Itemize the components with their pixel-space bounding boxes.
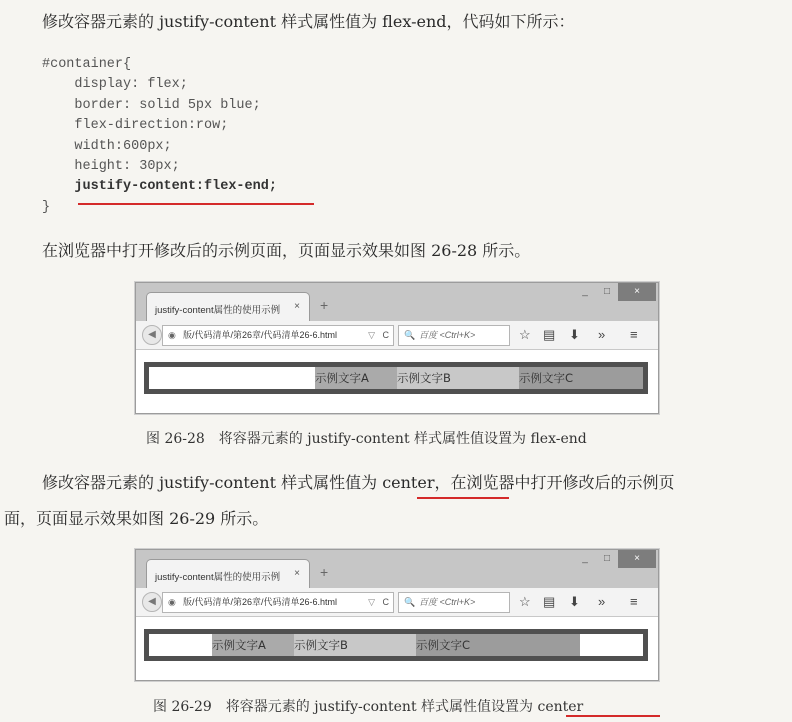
code-highlight: justify-content:flex-end; xyxy=(74,179,277,195)
menu-icon[interactable]: ≡ xyxy=(630,594,638,609)
page-content xyxy=(136,617,658,680)
flex-item-b: 示例文字B xyxy=(294,634,416,656)
title-bar xyxy=(136,283,658,321)
tab-label: justify-content属性的使用示例 xyxy=(155,572,281,583)
globe-icon: ◉ xyxy=(168,330,176,340)
nav-bar xyxy=(136,588,658,617)
code-line: border: solid 5px blue; xyxy=(42,97,261,113)
minimize-icon[interactable]: _ xyxy=(582,553,588,564)
para3-underline xyxy=(417,497,509,499)
code-underline xyxy=(78,203,314,205)
browser-tab[interactable] xyxy=(146,559,310,589)
para3-text-b: 为 center， xyxy=(361,473,451,492)
tab-close-icon[interactable]: × xyxy=(294,568,300,579)
code-line: display: flex; xyxy=(42,77,188,93)
para3-text-a: 修改容器元素的 justify-content 样式属性值 xyxy=(42,473,362,492)
code-line: #container{ xyxy=(42,57,132,72)
nav-bar xyxy=(136,321,658,350)
flex-item-a: 示例文字A xyxy=(212,634,294,656)
close-window-icon[interactable]: × xyxy=(618,283,656,301)
bookmark-star-icon[interactable]: ☆ xyxy=(519,594,531,609)
code-line: width:600px; xyxy=(42,138,172,154)
code-line-highlight xyxy=(42,177,277,197)
search-input[interactable] xyxy=(398,592,510,613)
search-icon: 🔍 xyxy=(404,597,416,607)
search-icon: 🔍 xyxy=(404,330,416,340)
back-icon[interactable]: ◀ xyxy=(142,592,162,612)
title-bar xyxy=(136,550,658,588)
reload-icon[interactable]: C xyxy=(382,597,389,607)
overflow-icon[interactable]: » xyxy=(598,327,606,342)
browser-window-1 xyxy=(135,282,659,414)
new-tab-icon[interactable]: + xyxy=(320,564,329,580)
bookmark-star-icon[interactable]: ☆ xyxy=(519,327,531,342)
flex-item-b: 示例文字B xyxy=(397,367,519,389)
url-bar[interactable] xyxy=(162,592,394,613)
maximize-icon[interactable]: □ xyxy=(603,286,611,297)
caption2-text-b: 为 center xyxy=(519,699,584,715)
browser-window-2 xyxy=(135,549,659,681)
flex-item-c: 示例文字C xyxy=(416,634,580,656)
tab-close-icon[interactable]: × xyxy=(294,301,300,312)
code-line: height: 30px; xyxy=(42,159,180,175)
page-content xyxy=(136,350,658,413)
flex-item-c: 示例文字C xyxy=(519,367,643,389)
minimize-icon[interactable]: _ xyxy=(582,286,588,297)
flex-item-a: 示例文字A xyxy=(315,367,397,389)
flex-container xyxy=(144,362,648,394)
caption2-text-a: 图 26-29 将容器元素的 justify-content 样式属性值设置 xyxy=(153,699,520,715)
search-input[interactable] xyxy=(398,325,510,346)
new-tab-icon[interactable]: + xyxy=(320,297,329,313)
back-icon[interactable]: ◀ xyxy=(142,325,162,345)
intro-paragraph-3-line2: 面，页面显示效果如图 26-29 所示。 xyxy=(4,509,269,528)
tab-label: justify-content属性的使用示例 xyxy=(155,305,281,316)
intro-paragraph-3 xyxy=(42,472,675,494)
intro-paragraph-2: 在浏览器中打开修改后的示例页面，页面显示效果如图 26-28 所示。 xyxy=(42,241,531,260)
menu-icon[interactable]: ≡ xyxy=(630,327,638,342)
url-bar[interactable] xyxy=(162,325,394,346)
url-dropdown-icon[interactable]: ▽ xyxy=(368,597,375,607)
clipboard-icon[interactable]: ▤ xyxy=(543,327,556,342)
flex-container xyxy=(144,629,648,661)
code-block xyxy=(42,55,277,218)
url-dropdown-icon[interactable]: ▽ xyxy=(368,330,375,340)
figure-caption-1: 图 26-28 将容器元素的 justify-content 样式属性值设置为 flex-end xyxy=(146,431,587,447)
clipboard-icon[interactable]: ▤ xyxy=(543,594,556,609)
reload-icon[interactable]: C xyxy=(382,330,389,340)
figure-caption-2 xyxy=(153,696,583,716)
caption2-underline xyxy=(566,715,660,717)
download-icon[interactable]: ⬇ xyxy=(569,594,580,609)
code-line: flex-direction:row; xyxy=(42,118,229,134)
overflow-icon[interactable]: » xyxy=(598,594,606,609)
intro-paragraph-1: 修改容器元素的 justify-content 样式属性值为 flex-end，代码如下所示： xyxy=(42,12,575,31)
globe-icon: ◉ xyxy=(168,597,176,607)
search-placeholder: 百度 <Ctrl+K> xyxy=(419,597,476,607)
code-line: } xyxy=(42,199,51,215)
browser-tab[interactable] xyxy=(146,292,310,322)
url-text: 版/代码清单/第26章/代码清单26-6.html xyxy=(183,597,338,607)
search-placeholder: 百度 <Ctrl+K> xyxy=(419,330,476,340)
para3-text-c: 在浏览器中打开修改后的示例页 xyxy=(450,473,675,492)
close-window-icon[interactable]: × xyxy=(618,550,656,568)
url-text: 版/代码清单/第26章/代码清单26-6.html xyxy=(183,330,338,340)
maximize-icon[interactable]: □ xyxy=(603,553,611,564)
download-icon[interactable]: ⬇ xyxy=(569,327,580,342)
